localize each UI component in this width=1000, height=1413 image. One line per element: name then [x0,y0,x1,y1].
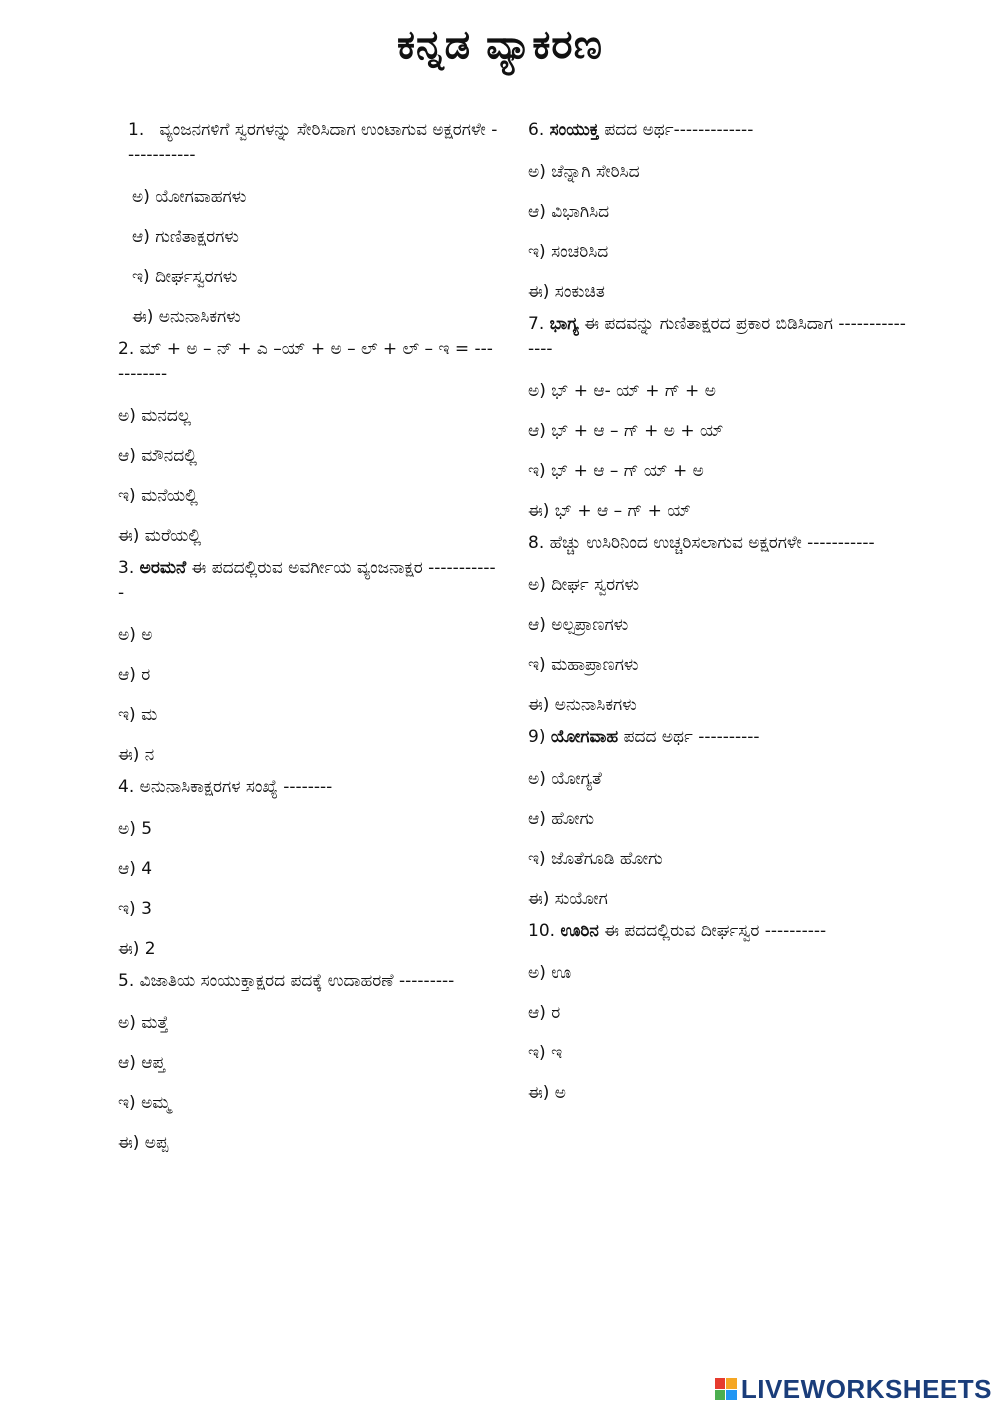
logo-icon [715,1378,737,1400]
option[interactable]: ಆ) 4 [118,859,153,879]
option[interactable]: ಇ) ಮನೆಯಲ್ಲಿ [118,486,198,506]
option[interactable]: ಇ) ಜೊತೆಗೂಡಿ ಹೋಗು [528,849,663,869]
right-column [528,118,908,1113]
question-text: ಈ ಪದದಲ್ಲಿರುವ ದೀರ್ಘಸ್ವರ ---------- [604,921,827,941]
option[interactable]: ಅ) 5 [118,819,153,839]
question-number: 2. [118,339,135,359]
question-keyword: ಭಾಗ್ಯ [549,314,579,334]
question-3 [118,556,498,606]
option[interactable]: ಇ) 3 [118,899,152,919]
logo-text: LIVEWORKSHEETS [740,1373,992,1404]
option[interactable]: ಇ) ಅಮ್ಮ [118,1093,171,1113]
question-8 [528,531,908,556]
question-text: ಹೆಚ್ಚು ಉಸಿರಿನಿಂದ ಉಚ್ಚರಿಸಲಾಗುವ ಅಕ್ಷರಗಳೇ ----------- [549,533,875,553]
option[interactable]: ಅ) ಮತ್ತೆ [118,1013,169,1033]
options-1 [118,177,498,337]
option[interactable]: ಈ) ಭ್ + ಆ – ಗ್ + ಯ್ [528,501,691,521]
question-7 [528,312,908,362]
question-text: ಮ್ + ಅ – ನ್ + ಎ –ಯ್ + ಅ – ಲ್ + ಲ್ – ಇ = ----------- [118,339,493,384]
question-number: 5. [118,971,135,991]
option[interactable]: ಅ) ಚೆನ್ನಾಗಿ ಸೇರಿಸಿದ [528,162,640,182]
question-keyword: ಸಂಯುಕ್ತ [549,120,599,140]
option[interactable]: ಆ) ಅಲ್ಪಪ್ರಾಣಗಳು [528,615,629,635]
question-keyword: ಅರಮನೆ [139,558,187,578]
option[interactable]: ಅ) ದೀರ್ಘ ಸ್ವರಗಳು [528,575,639,595]
logo-square [726,1378,737,1389]
question-1 [118,118,498,168]
option[interactable]: ಆ) ಹೋಗು [528,809,595,829]
option[interactable]: ಇ) ಮಹಾಪ್ರಾಣಗಳು [528,655,639,675]
question-9 [528,725,908,750]
option[interactable]: ಈ) ನ [118,745,155,765]
option[interactable]: ಅ) ಯೋಗವಾಹಗಳು [132,187,247,207]
question-text: ಪದದ ಅರ್ಥ------------- [604,120,754,140]
question-number: 1. [128,120,145,140]
page-title: ಕನ್ನಡ ವ್ಯಾಕರಣ [397,22,603,68]
option[interactable]: ಅ) ಮನದಲ್ಲ [118,406,191,426]
option[interactable]: ಆ) ವಿಭಾಗಿಸಿದ [528,202,610,222]
option[interactable]: ಇ) ಮ [118,705,158,725]
question-number: 9) [528,727,546,747]
question-5 [118,969,498,994]
option[interactable]: ಅ) ಅ [118,625,153,645]
option[interactable]: ಈ) 2 [118,939,156,959]
option[interactable]: ಅ) ಭ್ + ಆ- ಯ್ + ಗ್ + ಅ [528,381,716,401]
option[interactable]: ಈ) ಅ [528,1083,566,1103]
left-column [118,118,498,1163]
option[interactable]: ಆ) ಗುಣಿತಾಕ್ಷರಗಳು [132,227,239,247]
option[interactable]: ಅ) ಯೋಗ್ಯತೆ [528,769,602,789]
option[interactable]: ಈ) ಅನುನಾಸಿಕಗಳು [132,307,241,327]
option[interactable]: ಈ) ಅನುನಾಸಿಕಗಳು [528,695,637,715]
logo-square [726,1390,737,1401]
logo-square [715,1378,726,1389]
option[interactable]: ಈ) ಅಪ್ಪ [118,1133,169,1153]
question-text: ಅನುನಾಸಿಕಾಕ್ಷರಗಳ ಸಂಖ್ಯೆ -------- [139,777,333,797]
question-6 [528,118,908,143]
question-keyword: ಯೋಗವಾಹ [550,727,619,747]
question-text: ವ್ಯಂಜನಗಳಿಗೆ ಸ್ವರಗಳನ್ನು ಸೇರಿಸಿದಾಗ ಉಂಟಾಗುವ ಅಕ್ಷರಗಳೇ ------------ [128,120,498,165]
option[interactable]: ಇ) ಸಂಚರಿಸಿದ [528,242,609,262]
option[interactable]: ಆ) ರ [118,665,151,685]
option[interactable]: ಈ) ಸಂಕುಚಿತ [528,282,605,302]
question-10 [528,919,908,944]
question-2 [118,337,498,387]
question-number: 8. [528,533,545,553]
logo-square [715,1390,726,1401]
question-number: 4. [118,777,135,797]
question-text: ಈ ಪದದಲ್ಲಿರುವ ಅವರ್ಗೀಯ ವ್ಯಂಜನಾಕ್ಷರ ------------ [118,558,496,603]
question-number: 3. [118,558,135,578]
option[interactable]: ಆ) ಮೌನದಲ್ಲಿ [118,446,198,466]
option[interactable]: ಆ) ಭ್ + ಆ – ಗ್ + ಅ + ಯ್ [528,421,724,441]
option[interactable]: ಈ) ಮರೆಯಲ್ಲಿ [118,526,202,546]
option[interactable]: ಇ) ದೀರ್ಘಸ್ವರಗಳು [132,267,238,287]
question-number: 6. [528,120,545,140]
option[interactable]: ಅ) ಊ [528,963,572,983]
question-keyword: ಊರಿನ [560,921,599,941]
question-number: 10. [528,921,556,941]
question-text: ಈ ಪದವನ್ನು ಗುಣಿತಾಕ್ಷರದ ಪ್ರಕಾರ ಬಿಡಿಸಿದಾಗ --------------- [528,314,906,359]
question-text: ಪದದ ಅರ್ಥ ---------- [623,727,760,747]
option[interactable]: ಈ) ಸುಯೋಗ [528,889,608,909]
option[interactable]: ಆ) ಆಪ್ತ [118,1053,165,1073]
option[interactable]: ಆ) ರ [528,1003,561,1023]
question-4 [118,775,498,800]
question-number: 7. [528,314,545,334]
option[interactable]: ಇ) ಇ [528,1043,563,1063]
question-text: ವಿಜಾತಿಯ ಸಂಯುಕ್ತಾಕ್ಷರದ ಪದಕ್ಕೆ ಉದಾಹರಣೆ --------- [139,971,455,991]
option[interactable]: ಇ) ಭ್ + ಆ – ಗ್ ಯ್ + ಅ [528,461,704,481]
liveworksheets-logo [715,1373,992,1405]
